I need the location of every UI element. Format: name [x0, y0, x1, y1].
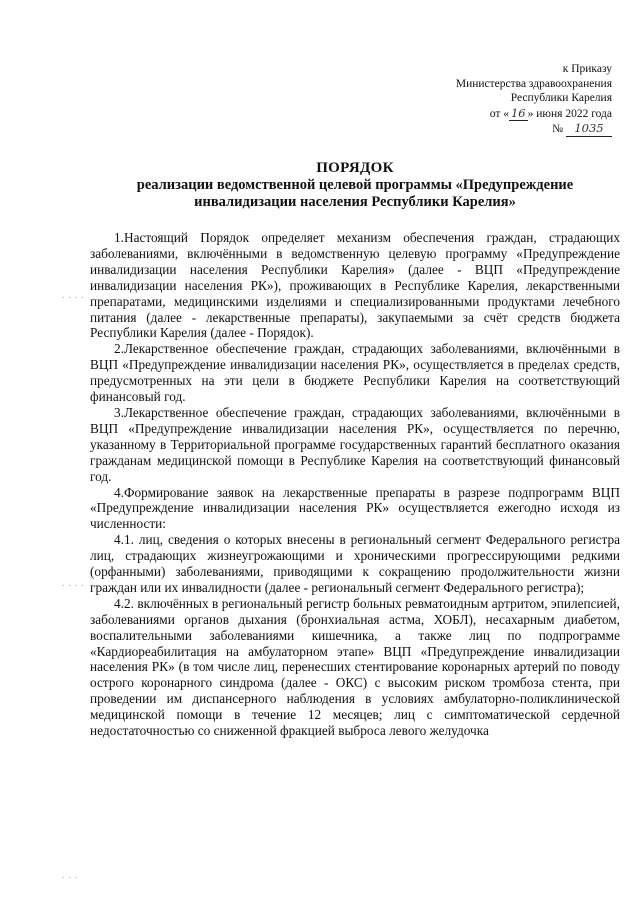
header-line: к Приказу	[562, 63, 612, 75]
title-main: ПОРЯДОК	[316, 160, 394, 176]
paragraph-4-1: 4.1. лиц, сведения о которых внесены в региональный сегмент Федерального регистра лиц, страдающих жизнеугрожающими и хроническими прогрессирующими редкими (орфанными) заболеваниями, приводящими к сокращению продолжительности жизни граждан или их инвалидности (далее - региональный сегмент Федерального регистра);	[90, 532, 620, 595]
paragraph-2: 2.Лекарственное обеспечение граждан, страдающих заболеваниями, включёнными в ВЦП «Предупреждение инвалидизации населения РК», осуществляется в пределах средств, предусмотренных на эти цели в бюджете Республики Карелия на соответствующий финансовый год.	[90, 341, 620, 405]
paragraph-1: 1.Настоящий Порядок определяет механизм обеспечения граждан, страдающих заболеваниями, включёнными в ведомственную целевую программу «Предупреждение инвалидизации населения Республики Карелия» (далее - ВЦП «Предупреждение инвалидизации населения РК»), проживающих в Республике Карелия, лекарственными препаратами, медицинскими изделиями и специализированными продуктами лечебного питания (далее - лекарственные препараты), закупаемыми за счёт средств бюджета Республики Карелия (далее - Порядок).	[90, 230, 620, 341]
paragraph-4-2: 4.2. включённых в региональный регистр больных ревматоидным артритом, эпилепсией, заболеваниями органов дыхания (бронхиальная астма, ХОБЛ), несахарным диабетом, воспалительными заболеваниями кишечника, а также лиц по подпрограмме «Кардиореабилитация на амбулаторном этапе» ВЦП «Предупреждение инвалидизации населения РК» (в том числе лиц, перенесших стентирование коронарных артерий по поводу острого коронарного синдрома (далее - ОКС) с высоким риском тромбоза стента, при проведении им диспансерного наблюдения в условиях амбулаторно-поликлинической медицинской помощи в течение 12 месяцев; лиц с симптоматической сердечной недостаточностью со сниженной фракцией выброса левого желудочка	[90, 595, 620, 739]
title-subtitle: реализации ведомственной целевой программы «Предупреждение	[136, 177, 574, 193]
title-subtitle: инвалидизации населения Республики Карелия»	[194, 194, 516, 210]
date-prefix: от «	[489, 107, 509, 120]
order-header	[392, 62, 612, 137]
header-number	[392, 121, 612, 137]
date-suffix: » июня 2022 года	[527, 107, 612, 120]
number-prefix: №	[552, 123, 564, 135]
header-date	[392, 106, 612, 122]
paragraph-3: 3.Лекарственное обеспечение граждан, страдающих заболеваниями, включёнными в ВЦП «Предупреждение инвалидизации населения РК», осуществляется по перечню, указанному в Территориальной программе государственных гарантий бесплатного оказания гражданам медицинской помощи в Республике Карелия на соответствующий финансовый год.	[90, 404, 620, 484]
margin-mark: . . .	[62, 870, 79, 880]
handwritten-date-day: 16	[510, 105, 526, 120]
margin-mark: . . . .	[62, 290, 85, 300]
paragraph-4: 4.Формирование заявок на лекарственные препараты в разрезе подпрограмм ВЦП «Предупреждение инвалидизации населения РК» осуществляется ежегодно исходя из численности:	[90, 484, 620, 532]
document-title	[90, 160, 620, 211]
margin-mark: . . . .	[62, 578, 85, 588]
document-body	[90, 230, 620, 739]
header-line: Министерства здравоохранения	[455, 77, 612, 90]
header-line: Республики Карелия	[510, 92, 612, 104]
handwritten-order-number: 1035	[566, 121, 612, 137]
